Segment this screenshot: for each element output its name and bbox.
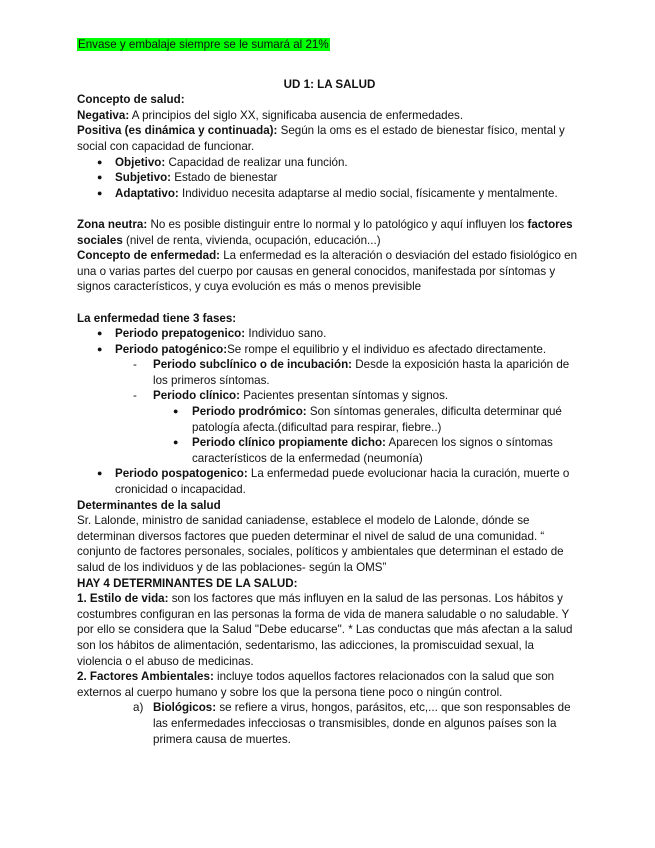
negativa-line: Negativa: A principios del siglo XX, significaba ausencia de enfermedades. bbox=[77, 108, 464, 122]
positiva-list bbox=[77, 155, 582, 202]
hay4-heading: HAY 4 DETERMINANTES DE LA SALUD: bbox=[77, 576, 298, 590]
determinantes-heading: Determinantes de la salud bbox=[77, 498, 221, 512]
list-item: ● Periodo patogénico:Se rompe el equilibrio y el individuo es afectado directamente. bbox=[77, 342, 582, 358]
list-item: ● Periodo clínico propiamente dicho: Aparecen los signos o síntomas característicos de la enfermedad (neumonía) bbox=[77, 435, 582, 466]
zona-neutra-paragraph: Zona neutra: No es posible distinguir entre lo normal y lo patológico y aquí influyen los factores sociales (nivel de renta, vivienda, ocupación, educación...) bbox=[77, 217, 573, 247]
list-item: ● Subjetivo: Estado de bienestar bbox=[77, 170, 582, 186]
patogenico-sublist bbox=[77, 357, 582, 404]
estilo-paragraph: 1. Estilo de vida: son los factores que más influyen en la salud de las personas. Los hábitos y costumbres configuran en las personas la forma de vida de manera saludable o no saludable. Y por ello se considera que la Salud "Debe educarse". * Las conductas que más afectan a la salud son los hábitos de alimentación, sedentarismo, las adicciones, la promiscuidad sexual, la violencia o el abuso de medicinas. bbox=[77, 592, 573, 668]
fases-list bbox=[77, 326, 582, 357]
fases-heading: La enfermedad tiene 3 fases: bbox=[77, 311, 237, 325]
page-title: UD 1: LA SALUD bbox=[283, 77, 376, 91]
clinico-sublist bbox=[77, 404, 582, 466]
ambientales-paragraph: 2. Factores Ambientales: incluye todos aquellos factores relacionados con la salud que son externos al cuerpo humano y sobre los que la persona tiene poco o ningún control. bbox=[77, 670, 555, 699]
list-item: ● Periodo prepatogenico: Individuo sano. bbox=[77, 326, 582, 342]
list-item: ● Objetivo: Capacidad de realizar una función. bbox=[77, 155, 582, 171]
list-item: - Periodo clínico: Pacientes presentan síntomas y signos. bbox=[77, 388, 582, 404]
list-item: ● Periodo pospatogenico: La enfermedad puede evolucionar hacia la curación, muerte o cronicidad o incapacidad. bbox=[77, 466, 582, 497]
list-item: ● Periodo prodrómico: Son síntomas generales, dificulta determinar qué patología afecta.(dificultad para respirar, fiebre..) bbox=[77, 404, 582, 435]
list-item: - Periodo subclínico o de incubación: Desde la exposición hasta la aparición de los primeros síntomas. bbox=[77, 357, 582, 388]
enfermedad-paragraph: Concepto de enfermedad: La enfermedad es la alteración o desviación del estado fisiológico en una o varias partes del cuerpo por causas en general conocidos, manifestada por síntomas y signos característicos, y cuya evolución es más o menos previsible bbox=[77, 249, 578, 294]
list-item: ● Adaptativo: Individuo necesita adaptarse al medio social, físicamente y mentalmente. bbox=[77, 186, 582, 202]
concept-heading: Concepto de salud: bbox=[77, 93, 185, 107]
pospatogenico-list bbox=[77, 466, 582, 497]
lalonde-paragraph: Sr. Lalonde, ministro de sanidad caniadense, establece el modelo de Lalonde, dónde se determinan diversos factores que pueden determinar el nivel de salud de una comunidad. “ conjunto de factores personales, sociales, políticos y ambientales que determinan el estado de salud de los individuos y de las poblaciones- según la OMS” bbox=[77, 514, 564, 574]
positiva-paragraph: Positiva (es dinámica y continuada): Según la oms es el estado de bienestar físico, mental y social con capacidad de funcionar. bbox=[77, 124, 565, 153]
highlight-note: Envase y embalaje siempre se le sumará al 21% bbox=[78, 38, 329, 51]
biologicos-item: a) Biológicos: se refiere a virus, hongos, parásitos, etc,... que son responsables de las enfermedades infecciosas o transmisibles, donde en algunos países son la primera causa de muertes. bbox=[133, 701, 571, 746]
document-content bbox=[77, 37, 582, 747]
